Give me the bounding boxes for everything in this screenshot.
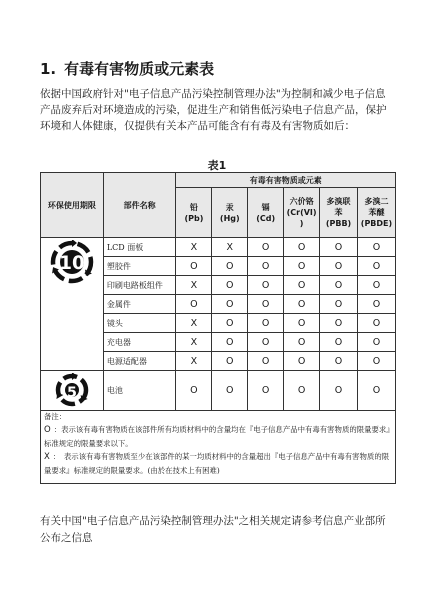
substance-mark: O: [284, 314, 320, 333]
substance-mark: O: [320, 276, 358, 295]
part-name: 印刷电路板组件: [103, 276, 176, 295]
note-o-text: ：表示该有毒有害物质在该部件所有均质材料中的含量均在『电子信息产品中有毒有害物质的限量要求』标准规定的限量要求以下。: [44, 425, 390, 448]
substance-mark: O: [284, 238, 320, 257]
substance-mark: O: [248, 276, 284, 295]
note-x-symbol: X: [44, 452, 50, 462]
section-number: 1.: [40, 60, 57, 78]
substance-mark: O: [357, 257, 395, 276]
substance-mark: O: [357, 352, 395, 371]
substance-mark: O: [176, 257, 212, 276]
section-heading: [40, 58, 214, 79]
substance-mark: O: [248, 333, 284, 352]
table-row: [41, 371, 396, 411]
note-x: [44, 450, 392, 477]
substance-mark: O: [248, 257, 284, 276]
header-cr6: 六价铬 (Cr(VI) ): [284, 188, 320, 238]
table-row: [41, 238, 396, 257]
substance-mark: O: [357, 276, 395, 295]
part-name: 塑胶件: [103, 257, 176, 276]
substance-mark: O: [357, 295, 395, 314]
substance-mark: O: [284, 371, 320, 411]
substance-mark: O: [212, 257, 248, 276]
hazardous-substance-table: [40, 172, 396, 411]
substance-mark: O: [320, 295, 358, 314]
substance-mark: O: [284, 257, 320, 276]
substance-mark: O: [320, 333, 358, 352]
substance-mark: O: [284, 295, 320, 314]
part-name: 电源适配器: [103, 352, 176, 371]
notes-box: [40, 407, 396, 484]
substance-mark: O: [357, 314, 395, 333]
substance-mark: O: [320, 314, 358, 333]
notes-label: 备注：: [44, 412, 67, 421]
footer-paragraph: 有关中国"电子信息产品污染控制管理办法"之相关规定请参考信息产业部所公布之信息: [40, 515, 386, 544]
intro-paragraph: 依据中国政府针对"电子信息产品污染控制管理办法"为控制和减少电子信息产品废弃后对环境造成的污染，促进生产和销售低污染电子信息产品，保护环境和人体健康，仅提供有关本产品可能含有有毒及有害物质如后：: [40, 88, 387, 132]
substance-mark: O: [320, 238, 358, 257]
substance-mark: O: [212, 371, 248, 411]
substance-mark: O: [320, 257, 358, 276]
substance-mark: X: [176, 238, 212, 257]
part-name: 镜头: [103, 314, 176, 333]
substance-mark: O: [248, 314, 284, 333]
substance-mark: O: [248, 295, 284, 314]
part-name: 电池: [103, 371, 176, 411]
table-title: 表1: [207, 159, 227, 172]
part-name: 金属件: [103, 295, 176, 314]
substance-mark: X: [176, 276, 212, 295]
substance-mark: O: [212, 314, 248, 333]
svg-text:5: 5: [66, 384, 77, 401]
note-x-text: ： 表示该有毒有害物质至少在该部件的某一均质材料中的含量超出『电子信息产品中有毒有害物质的限量要求』标准规定的限量要求。(由於在技术上有困难): [44, 452, 390, 475]
substance-mark: O: [212, 295, 248, 314]
section-title: 有毒有害物质或元素表: [64, 60, 215, 78]
substance-mark: O: [176, 371, 212, 411]
substance-mark: O: [357, 371, 395, 411]
header-pbde: 多溴二 苯醚 (PBDE): [357, 188, 395, 238]
part-name: LCD 面板: [103, 238, 176, 257]
header-part: 部件名称: [103, 173, 176, 238]
substance-mark: O: [248, 238, 284, 257]
substance-mark: O: [248, 352, 284, 371]
substance-mark: O: [212, 333, 248, 352]
substance-mark: X: [176, 314, 212, 333]
substance-mark: O: [320, 371, 358, 411]
note-o-symbol: O: [44, 425, 51, 435]
header-period: 环保使用期限: [41, 173, 104, 238]
substance-mark: O: [212, 352, 248, 371]
substance-mark: O: [248, 371, 284, 411]
substance-mark: O: [176, 295, 212, 314]
substance-mark: O: [357, 238, 395, 257]
substance-mark: X: [212, 238, 248, 257]
substance-mark: X: [176, 352, 212, 371]
substance-mark: O: [320, 352, 358, 371]
epup-10-year-icon: [50, 240, 94, 284]
substance-mark: O: [284, 333, 320, 352]
note-o: [44, 423, 392, 450]
epup-5-year-icon: [55, 373, 89, 407]
part-name: 充电器: [103, 333, 176, 352]
header-cd: 镉 (Cd): [248, 188, 284, 238]
substance-mark: O: [284, 276, 320, 295]
header-pbb: 多溴联 苯 (PBB): [320, 188, 358, 238]
substance-mark: O: [212, 276, 248, 295]
header-hg: 汞 (Hg): [212, 188, 248, 238]
header-substance-group: 有毒有害物质或元素: [176, 173, 396, 188]
svg-text:10: 10: [59, 253, 85, 274]
epup-10-logo-cell: [41, 238, 104, 371]
substance-mark: O: [357, 333, 395, 352]
header-pb: 铅 (Pb): [176, 188, 212, 238]
substance-mark: O: [284, 352, 320, 371]
epup-5-logo-cell: [41, 371, 104, 411]
substance-mark: X: [176, 333, 212, 352]
